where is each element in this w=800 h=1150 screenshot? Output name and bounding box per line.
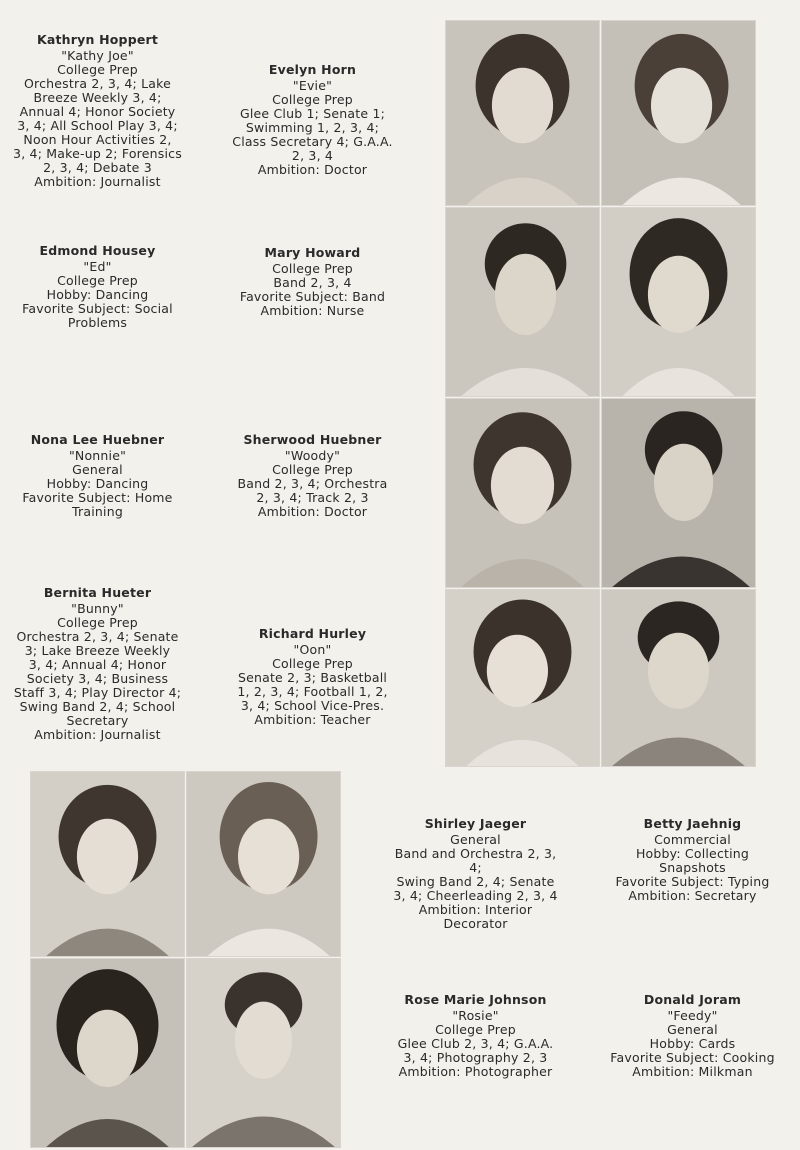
student-course: College Prep (272, 462, 353, 477)
student-course: General (667, 1022, 718, 1037)
student-course: Commercial (654, 832, 731, 847)
portrait-photo (601, 20, 756, 206)
portrait-photo (445, 20, 600, 206)
student-ambition: Ambition: Nurse (260, 303, 365, 318)
student-nickname: "Feedy" (667, 1008, 718, 1023)
student-ambition: Ambition: Doctor (257, 162, 368, 177)
portrait-photo (601, 589, 756, 767)
student-name: Sherwood Huebner (243, 432, 382, 447)
entry-rose-marie-johnson (388, 993, 563, 1079)
entry-shirley-jaeger (388, 817, 563, 931)
student-activities: Hobby: Collecting Snapshots Favorite Subject: Typing (615, 846, 770, 889)
student-name: Bernita Hueter (43, 585, 152, 600)
entry-sherwood-huebner (225, 433, 400, 519)
student-activities: Hobby: Cards Favorite Subject: Cooking (610, 1036, 775, 1065)
student-nickname: "Rosie" (452, 1008, 499, 1023)
student-ambition: Ambition: Journalist (34, 727, 161, 742)
student-ambition: Ambition: Interior Decorator (418, 902, 533, 931)
student-course: General (72, 462, 123, 477)
student-activities: Hobby: Dancing Favorite Subject: Social Problems (22, 287, 173, 330)
portrait-photo (30, 958, 185, 1148)
student-nickname: "Nonnie" (68, 448, 127, 463)
student-activities: Glee Club 2, 3, 4; G.A.A. 3, 4; Photography 2, 3 (397, 1036, 554, 1065)
student-ambition: Ambition: Teacher (254, 712, 371, 727)
portrait-photo (186, 771, 341, 957)
student-name: Richard Hurley (258, 626, 367, 641)
entry-donald-joram (605, 993, 780, 1079)
entry-richard-hurley (225, 627, 400, 727)
portrait-photo (445, 589, 600, 767)
student-activities: Band 2, 3, 4; Orchestra 2, 3, 4; Track 2, 3 (237, 476, 388, 505)
portrait-photo (601, 207, 756, 397)
student-activities: Glee Club 1; Senate 1; Swimming 1, 2, 3, 4; Class Secretary 4; G.A.A. 2, 3, 4 (232, 106, 393, 163)
student-course: College Prep (57, 273, 138, 288)
portrait-photo (186, 958, 341, 1148)
student-activities: Band 2, 3, 4 Favorite Subject: Band (239, 275, 386, 304)
student-activities: Hobby: Dancing Favorite Subject: Home Training (22, 476, 173, 519)
student-nickname: "Bunny" (71, 601, 124, 616)
student-activities: Orchestra 2, 3, 4; Senate 3; Lake Breeze Weekly 3, 4; Annual 4; Honor Society 3, 4; Business Staff 3, 4; Play Director 4; Swing Band 2, 4; School Secretary (13, 629, 182, 728)
student-name: Mary Howard (264, 245, 361, 260)
student-course: College Prep (435, 1022, 516, 1037)
entry-nona-lee-huebner (10, 433, 185, 519)
student-nickname: "Oon" (293, 642, 332, 657)
entry-betty-jaehnig (605, 817, 780, 903)
portrait-photo (601, 398, 756, 588)
student-name: Betty Jaehnig (643, 816, 742, 831)
student-activities: Band and Orchestra 2, 3, 4; Swing Band 2, 4; Senate 3, 4; Cheerleading 2, 3, 4 (393, 846, 558, 903)
student-nickname: "Ed" (83, 259, 112, 274)
student-course: College Prep (57, 62, 138, 77)
entry-evelyn-horn (225, 63, 400, 177)
entry-edmond-housey (10, 244, 185, 330)
student-nickname: "Evie" (292, 78, 333, 93)
student-ambition: Ambition: Doctor (257, 504, 368, 519)
student-ambition: Ambition: Milkman (632, 1064, 753, 1079)
student-ambition: Ambition: Secretary (628, 888, 757, 903)
student-ambition: Ambition: Photographer (398, 1064, 553, 1079)
student-course: College Prep (57, 615, 138, 630)
student-name: Kathryn Hoppert (36, 32, 159, 47)
student-activities: Orchestra 2, 3, 4; Lake Breeze Weekly 3, 4; Annual 4; Honor Society 3, 4; All School Play 3, 4; Noon Hour Activities 2, 3, 4; Make-up 2; Forensics 2, 3, 4; Debate 3 (13, 76, 182, 175)
entry-bernita-hueter (10, 586, 185, 742)
entry-kathryn-hoppert (10, 33, 185, 189)
entry-mary-howard (225, 246, 400, 318)
student-name: Rose Marie Johnson (404, 992, 547, 1007)
student-name: Evelyn Horn (268, 62, 357, 77)
student-name: Nona Lee Huebner (30, 432, 165, 447)
student-course: College Prep (272, 261, 353, 276)
student-name: Donald Joram (643, 992, 742, 1007)
student-name: Edmond Housey (39, 243, 156, 258)
student-name: Shirley Jaeger (424, 816, 527, 831)
student-course: General (450, 832, 501, 847)
student-ambition: Ambition: Journalist (34, 174, 161, 189)
portrait-photo (445, 207, 600, 397)
student-nickname: "Kathy Joe" (61, 48, 134, 63)
portrait-photo (445, 398, 600, 588)
student-activities: Senate 2, 3; Basketball 1, 2, 3, 4; Football 1, 2, 3, 4; School Vice-Pres. (237, 670, 388, 713)
student-course: College Prep (272, 92, 353, 107)
student-course: College Prep (272, 656, 353, 671)
portrait-photo (30, 771, 185, 957)
student-nickname: "Woody" (284, 448, 341, 463)
